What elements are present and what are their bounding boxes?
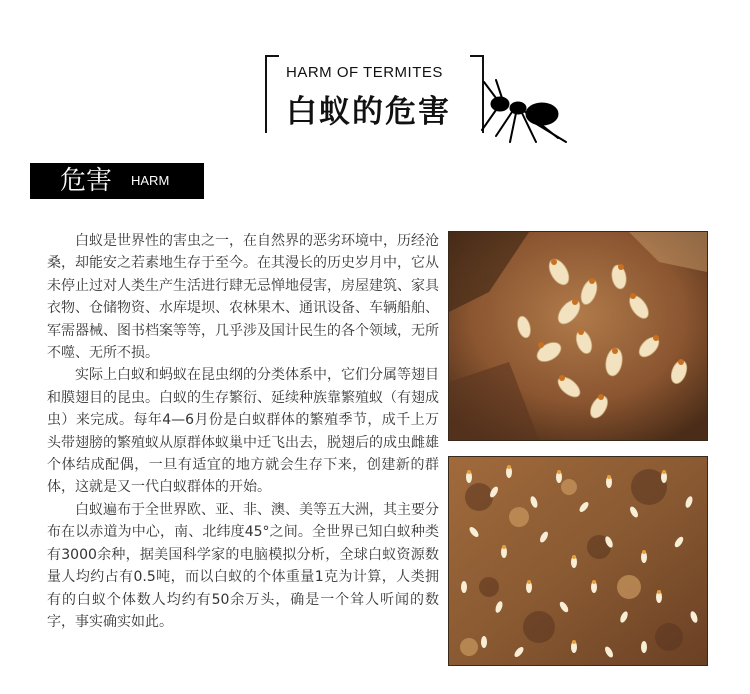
header-left-bracket: [265, 55, 267, 133]
header-title: 白蚁的危害: [286, 94, 451, 130]
termite-photo-swarm: [448, 456, 708, 666]
termite-photo-closeup: [448, 231, 708, 441]
section-title-en: HARM: [131, 173, 170, 188]
header-subtitle: HARM OF TERMITES: [286, 64, 443, 81]
article-paragraph: 白蚁是世界性的害虫之一，在自然界的恶劣环境中，历经沧桑，却能安之若素地生存于至今。在其漫长的历史岁月中，它从未停止过对人类生产生活进行肆无忌惮地侵害，房屋建筑、家具衣物、仓储物资、水库堤坝、农林果木、通讯设备、车辆船舶、军需器械、图书档案等等，几乎涉及国计民生的各个领域，无所不噬、无所不损。: [47, 233, 439, 362]
article-body: [47, 230, 439, 633]
article-paragraph: 白蚁遍布于全世界欧、亚、非、澳、美等五大洲，其主要分布在以赤道为中心，南、北纬度45°之间。全世界已知白蚁种类有3000余种，据美国科学家的电脑模拟分析，全球白蚁资源数量人均约占有0.5吨，而以白蚁的个体重量1克为计算，人类拥有的白蚁个体数人均约有50余万头，确是一个耸人听闻的数字，事实确实如此。: [47, 501, 439, 630]
section-title-bar: [30, 163, 204, 199]
section-title-cn: 危害: [60, 166, 113, 196]
article-paragraph: 实际上白蚁和蚂蚁在昆虫纲的分类体系中，它们分属等翅目和膜翅目的昆虫。白蚁的生存繁衍、延续种族靠繁殖蚁（有翅成虫）来完成。每年4—6月份是白蚁群体的繁殖季节，成千上万头带翅膀的繁殖蚁从原群体蚁巢中迁飞出去，脱翅后的成虫雌雄个体结成配偶，一旦有适宜的地方就会生存下来，创建新的群体，这就是又一代白蚁群体的开始。: [47, 367, 439, 496]
ant-icon: [466, 76, 578, 148]
